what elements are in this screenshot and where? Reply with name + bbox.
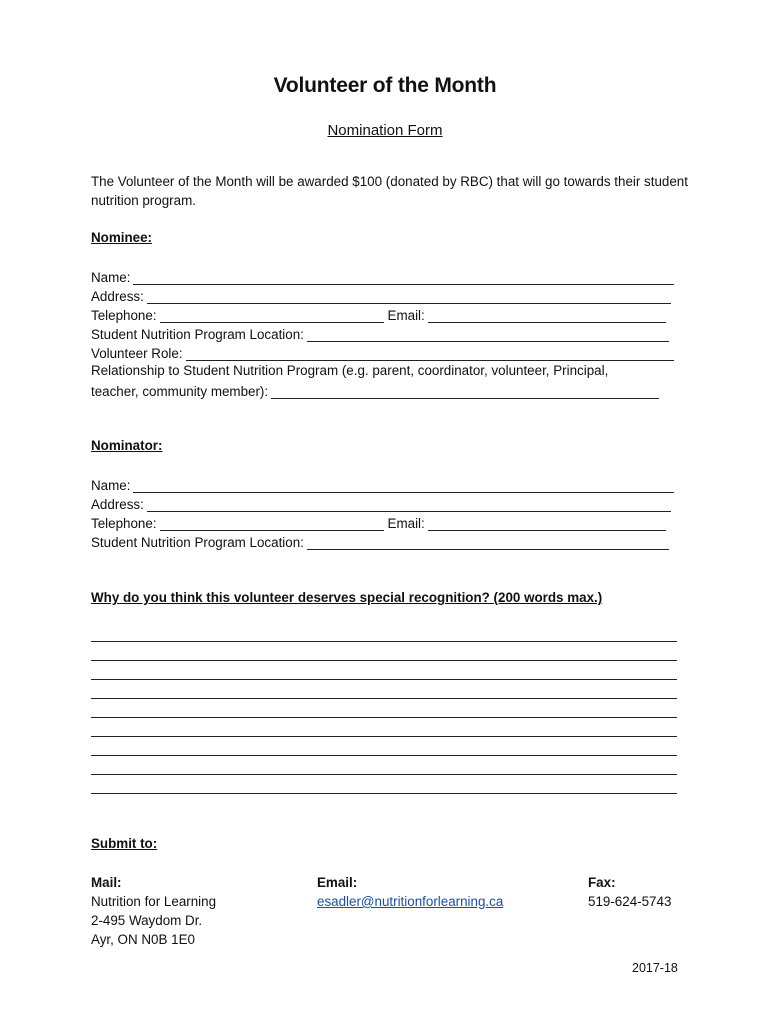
- nominee-address-label: Address:: [91, 289, 144, 304]
- nominator-telephone-label: Telephone:: [91, 516, 157, 531]
- page-title: Volunteer of the Month: [273, 74, 497, 97]
- nominee-relationship-row: [91, 380, 659, 399]
- nominee-telephone-label: Telephone:: [91, 308, 157, 323]
- mail-heading: Mail:: [91, 875, 122, 890]
- answer-line[interactable]: [91, 641, 677, 642]
- nominee-name-row: [91, 266, 674, 285]
- mail-block: [91, 873, 216, 949]
- nominee-name-field[interactable]: [133, 269, 674, 285]
- nominator-name-row: [91, 474, 674, 493]
- mail-line: Ayr, ON N0B 1E0: [91, 932, 195, 947]
- nominee-telephone-row: [91, 304, 666, 323]
- answer-line[interactable]: [91, 660, 677, 661]
- mail-line: Nutrition for Learning: [91, 894, 217, 909]
- nominator-email-field[interactable]: [428, 515, 666, 531]
- nominee-role-label: Volunteer Role:: [91, 346, 183, 361]
- mail-line: 2-495 Waydom Dr.: [91, 913, 203, 928]
- nominee-name-label: Name:: [91, 270, 131, 285]
- nominator-location-row: [91, 531, 669, 550]
- nominator-address-label: Address:: [91, 497, 144, 512]
- answer-line[interactable]: [91, 736, 677, 737]
- email-block: [317, 873, 503, 911]
- nominator-name-field[interactable]: [133, 477, 674, 493]
- nominee-heading: Nominee:: [91, 230, 153, 245]
- answer-line[interactable]: [91, 793, 677, 794]
- nominee-location-row: [91, 323, 669, 342]
- answer-line[interactable]: [91, 679, 677, 680]
- question-heading: Why do you think this volunteer deserves special recognition? (200 words max.): [91, 590, 603, 605]
- answer-line[interactable]: [91, 755, 677, 756]
- email-heading: Email:: [317, 875, 358, 890]
- nominee-relationship-text: Relationship to Student Nutrition Program (e.g. parent, coordinator, volunteer, Principal,: [91, 363, 609, 378]
- nominee-address-field[interactable]: [147, 288, 671, 304]
- page-subtitle: Nomination Form: [327, 122, 443, 139]
- nominee-location-label: Student Nutrition Program Location:: [91, 327, 304, 342]
- nominee-email-label: Email:: [387, 308, 425, 323]
- nominator-address-row: [91, 493, 671, 512]
- intro-paragraph: The Volunteer of the Month will be awarded $100 (donated by RBC) that will go towards their student nutrition program.: [91, 174, 688, 208]
- nominee-email-field[interactable]: [428, 307, 666, 323]
- submit-heading: Submit to:: [91, 836, 158, 851]
- nominee-address-row: [91, 285, 671, 304]
- fax-block: [588, 873, 671, 911]
- nominator-name-label: Name:: [91, 478, 131, 493]
- nominator-telephone-field[interactable]: [160, 515, 384, 531]
- answer-line[interactable]: [91, 717, 677, 718]
- nominator-location-label: Student Nutrition Program Location:: [91, 535, 304, 550]
- fax-heading: Fax:: [588, 875, 616, 890]
- nominee-telephone-field[interactable]: [160, 307, 384, 323]
- footer-year: 2017-18: [632, 961, 678, 975]
- email-link[interactable]: esadler@nutritionforlearning.ca: [317, 894, 504, 909]
- nominator-email-label: Email:: [387, 516, 425, 531]
- nominator-location-field[interactable]: [307, 534, 669, 550]
- nominee-relationship-label: teacher, community member):: [91, 384, 269, 399]
- nominator-heading: Nominator:: [91, 438, 163, 453]
- nominee-location-field[interactable]: [307, 326, 669, 342]
- answer-line[interactable]: [91, 698, 677, 699]
- fax-number: 519-624-5743: [588, 894, 672, 909]
- answer-line[interactable]: [91, 774, 677, 775]
- nominee-role-field[interactable]: [186, 345, 674, 361]
- nominee-relationship-field[interactable]: [271, 383, 659, 399]
- nominator-address-field[interactable]: [147, 496, 671, 512]
- nominee-role-row: [91, 342, 674, 361]
- nominator-telephone-row: [91, 512, 666, 531]
